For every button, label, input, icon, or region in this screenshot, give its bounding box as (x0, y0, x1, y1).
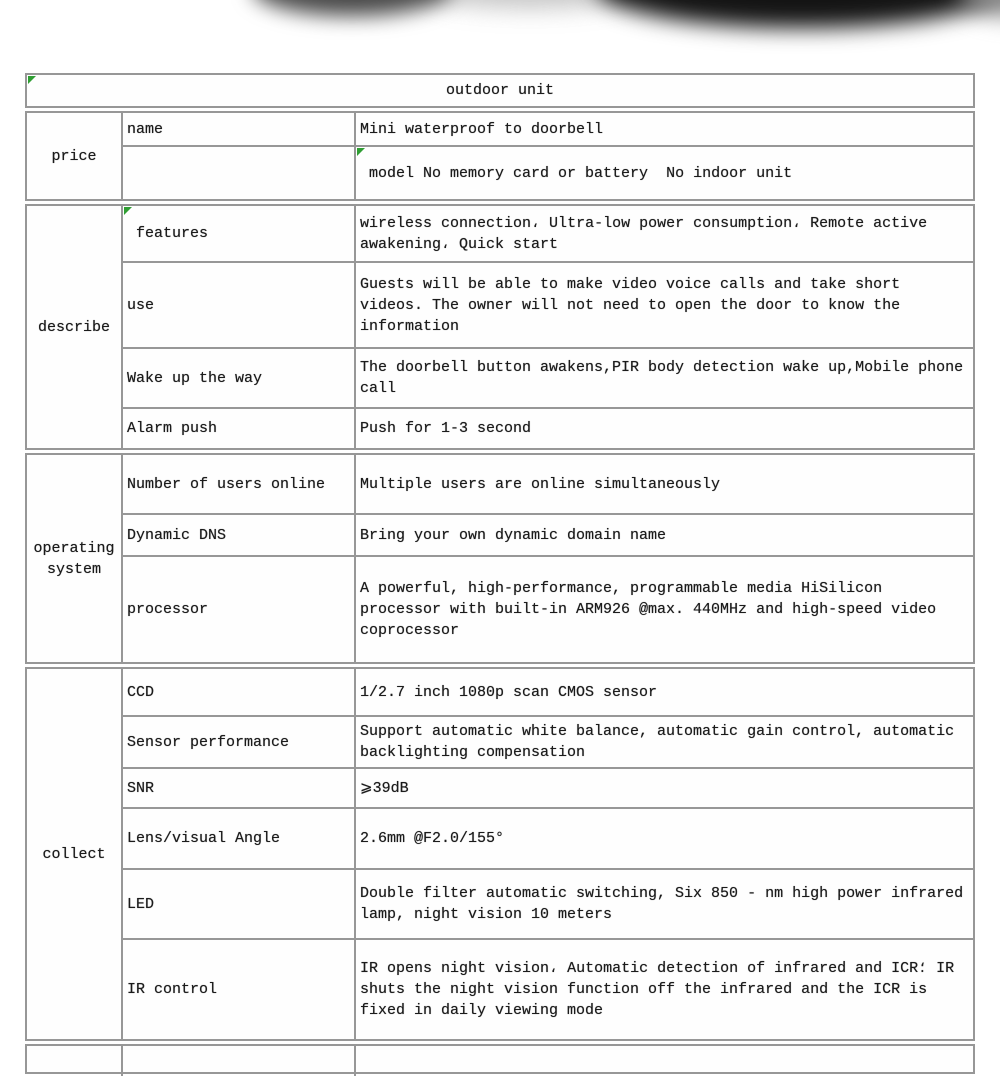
attribute-cell: IR control (123, 940, 356, 1039)
value-cell: Guests will be able to make video voice calls and take short videos. The owner will not need to open the door to know the information (356, 263, 973, 349)
attribute-cell (123, 1046, 356, 1076)
value-cell: Push for 1-3 second (360, 420, 532, 437)
spec-section-operating-system (25, 453, 975, 664)
table-title-section (25, 73, 975, 108)
attribute-cell: Alarm push (123, 409, 356, 448)
value-cell: IR opens night vision، Automatic detection of infrared and ICR؛ IR shuts the night vision function off the infrared and the ICR is fixed in daily viewing mode (360, 960, 964, 1019)
value-cell: Support automatic white balance, automatic gain control, automatic backlighting compensation (356, 717, 973, 769)
value-cell: 1/2.7 inch 1080p scan CMOS sensor (356, 669, 973, 717)
partial-next-section (25, 1044, 975, 1074)
category-cell: collect (27, 669, 123, 1039)
spec-section-describe (25, 204, 975, 450)
attribute-cell (123, 147, 356, 199)
value-cell (356, 1046, 973, 1076)
photo-shadow-artifact (960, 0, 1000, 16)
attribute-cell: SNR (123, 769, 356, 809)
attribute-cell: Sensor performance (123, 717, 356, 769)
value-cell: ⩾39dB (356, 769, 973, 809)
value-cell: model No memory card or battery No indoor unit (356, 147, 973, 199)
photo-shadow-artifact (252, 0, 452, 16)
value-cell: Double filter automatic switching, Six 850 - nm high power infrared lamp, night vision 10 meters (356, 870, 973, 940)
attribute-cell: CCD (123, 669, 356, 717)
attribute-cell: Dynamic DNS (123, 515, 356, 557)
category-cell: price (27, 113, 123, 199)
value-cell: The doorbell button awakens,PIR body detection wake up,Mobile phone call (356, 349, 973, 409)
table-title: outdoor unit (445, 82, 555, 99)
value-cell: 2.6mm @F2.0/155° (356, 809, 973, 870)
attribute-cell: Number of users online (123, 455, 356, 515)
spec-table (25, 73, 975, 1077)
value-cell: Multiple users are online simultaneously (356, 455, 973, 515)
attribute-cell: LED (123, 870, 356, 940)
photo-shadow-artifact (596, 0, 1000, 28)
value-cell: A powerful, high-performance, programmable media HiSilicon processor with built-in ARM926 @max. 440MHz and high-speed video coprocessor (360, 580, 946, 639)
photo-shadow-artifact (420, 0, 640, 8)
value-cell: Mini waterproof to doorbell (356, 113, 973, 147)
attribute-cell: features (123, 206, 356, 263)
attribute-cell: use (123, 263, 356, 349)
attribute-cell: processor (123, 557, 356, 662)
cell-corner-marker-icon (357, 148, 365, 156)
value-cell: Bring your own dynamic domain name (356, 515, 973, 557)
cell-corner-marker-icon (124, 207, 132, 215)
value-cell: wireless connection، Ultra-low power consumption، Remote active awakening، Quick start (356, 206, 973, 263)
attribute-cell: name (123, 113, 356, 147)
attribute-cell: Lens/visual Angle (123, 809, 356, 870)
category-cell: describe (27, 206, 123, 448)
attribute-cell: Wake up the way (123, 349, 356, 409)
spec-section-collect (25, 667, 975, 1041)
spec-section-price (25, 111, 975, 201)
category-cell (27, 1046, 123, 1076)
category-cell: operating system (27, 455, 123, 662)
